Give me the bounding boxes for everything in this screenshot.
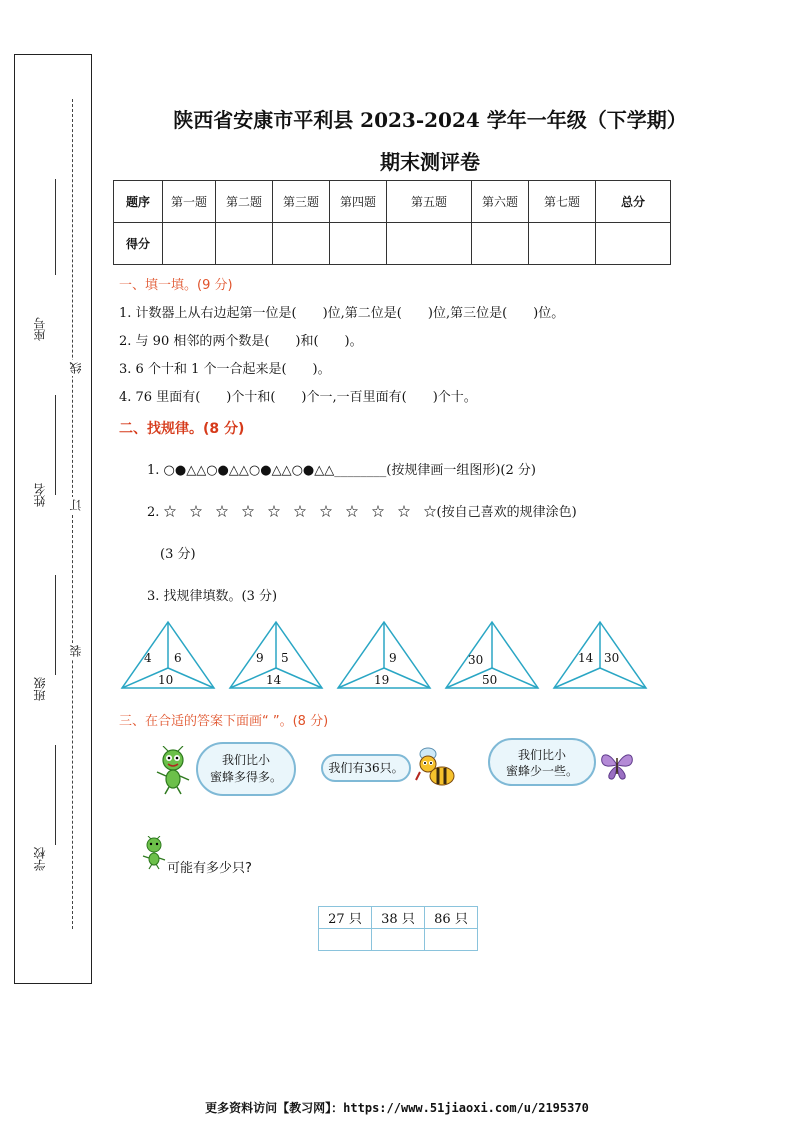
butterfly-icon bbox=[598, 748, 636, 782]
triangle-left-number: 30 bbox=[468, 653, 484, 667]
row-header-cell: 题序 bbox=[114, 181, 163, 223]
order-mark: 订 bbox=[69, 499, 83, 511]
answer-option: 38 只 bbox=[372, 907, 425, 929]
triangle-bottom-number: 19 bbox=[374, 673, 390, 687]
seat-label: 座号 bbox=[33, 317, 47, 341]
section2-question-3: 3. 找规律填数。(3 分) bbox=[147, 589, 278, 604]
triangle-right-number: 30 bbox=[604, 651, 620, 665]
answer-mark-row bbox=[319, 929, 478, 951]
column-cell: 第四题 bbox=[330, 181, 387, 223]
column-cell: 第五题 bbox=[387, 181, 472, 223]
total-header-cell: 总分 bbox=[596, 181, 671, 223]
triangle-bottom-number: 10 bbox=[158, 673, 174, 687]
column-cell: 第六题 bbox=[472, 181, 529, 223]
small-ant-icon bbox=[141, 836, 167, 870]
school-label: 学校 bbox=[33, 847, 47, 871]
section1-question-1: 1. 计数器上从右边起第一位是( )位,第二位是( )位,第三位是( )位。 bbox=[119, 306, 565, 321]
answer-mark-cell[interactable] bbox=[319, 929, 372, 951]
score-table-header-row bbox=[114, 181, 671, 223]
triangle-bottom-number: 14 bbox=[266, 673, 282, 687]
section1-heading: 一、填一填。(9 分) bbox=[119, 278, 233, 293]
section1-question-2: 2. 与 90 相邻的两个数是( )和( )。 bbox=[119, 334, 363, 349]
score-cell[interactable] bbox=[330, 223, 387, 265]
section1-question-4: 4. 76 里面有( )个十和( )个一,一百里面有( )个十。 bbox=[119, 390, 477, 405]
section3-question: 可能有多少只? bbox=[167, 861, 252, 876]
score-cell[interactable] bbox=[529, 223, 596, 265]
school-blank-line bbox=[55, 745, 56, 845]
triangle-right-number: 5 bbox=[281, 651, 289, 665]
name-blank-line bbox=[55, 395, 56, 495]
number-triangle bbox=[552, 620, 648, 692]
score-table-score-row bbox=[114, 223, 671, 265]
triangle-right-number: 6 bbox=[174, 651, 182, 665]
answer-mark-cell[interactable] bbox=[372, 929, 425, 951]
triangle-shape bbox=[552, 620, 648, 692]
section2-question-2-score: (3 分) bbox=[160, 547, 196, 562]
score-cell[interactable] bbox=[596, 223, 671, 265]
exam-title: 陕西省安康市平利县 2023-2024 学年一年级（下学期） bbox=[173, 108, 687, 132]
score-cell[interactable] bbox=[472, 223, 529, 265]
column-cell: 第三题 bbox=[273, 181, 330, 223]
score-cell[interactable] bbox=[216, 223, 273, 265]
answer-options-row bbox=[319, 907, 478, 929]
section2-question-2: 2. ☆ ☆ ☆ ☆ ☆ ☆ ☆ ☆ ☆ ☆ ☆(按自己喜欢的规律涂色) bbox=[147, 505, 577, 520]
class-blank-line bbox=[55, 575, 56, 675]
name-label: 姓名 bbox=[33, 483, 47, 507]
score-cell[interactable] bbox=[387, 223, 472, 265]
score-header-cell: 得分 bbox=[114, 223, 163, 265]
answer-mark-cell[interactable] bbox=[425, 929, 478, 951]
triangle-right-number: 9 bbox=[389, 651, 397, 665]
speech-bubble-3: 我们比小 蜜蜂少一些。 bbox=[488, 738, 596, 786]
exam-subtitle: 期末测评卷 bbox=[380, 150, 480, 174]
score-cell[interactable] bbox=[163, 223, 216, 265]
column-cell: 第七题 bbox=[529, 181, 596, 223]
triangle-bottom-number: 50 bbox=[482, 673, 498, 687]
bee-icon bbox=[414, 744, 458, 790]
section2-heading: 二、找规律。(8 分) bbox=[119, 421, 245, 437]
number-triangle bbox=[120, 620, 216, 692]
score-table bbox=[113, 180, 671, 265]
binding-dashed-line bbox=[72, 99, 73, 929]
answer-option: 27 只 bbox=[319, 907, 372, 929]
score-cell[interactable] bbox=[273, 223, 330, 265]
number-triangle bbox=[336, 620, 432, 692]
column-cell: 第一题 bbox=[163, 181, 216, 223]
speech-bubble-2: 我们有36只。 bbox=[321, 754, 411, 782]
answer-option: 86 只 bbox=[425, 907, 478, 929]
triangle-left-number: 4 bbox=[144, 651, 152, 665]
speech-bubble-1: 我们比小 蜜蜂多得多。 bbox=[196, 742, 296, 796]
footer-link[interactable]: 更多资料访问【教习网】：https://www.51jiaoxi.com/u/2195370 bbox=[205, 1101, 589, 1115]
answer-table bbox=[318, 906, 478, 951]
column-cell: 第二题 bbox=[216, 181, 273, 223]
bind-mark: 装 bbox=[69, 645, 83, 657]
line-mark: 线 bbox=[69, 362, 83, 374]
section3-heading: 三、在合适的答案下面画“ ”。(8 分) bbox=[119, 714, 329, 729]
section2-question-1: 1. ○●△△○●△△○●△△○●△△________(按规律画一组图形)(2 分) bbox=[147, 463, 536, 478]
seat-blank-line bbox=[55, 179, 56, 275]
ant-icon bbox=[152, 746, 194, 796]
class-label: 班级 bbox=[33, 677, 47, 701]
section1-question-3: 3. 6 个十和 1 个一合起来是( )。 bbox=[119, 362, 331, 377]
number-triangle bbox=[228, 620, 324, 692]
number-triangle bbox=[444, 620, 540, 692]
binding-margin bbox=[14, 54, 92, 984]
triangle-left-number: 9 bbox=[256, 651, 264, 665]
triangle-left-number: 14 bbox=[578, 651, 594, 665]
